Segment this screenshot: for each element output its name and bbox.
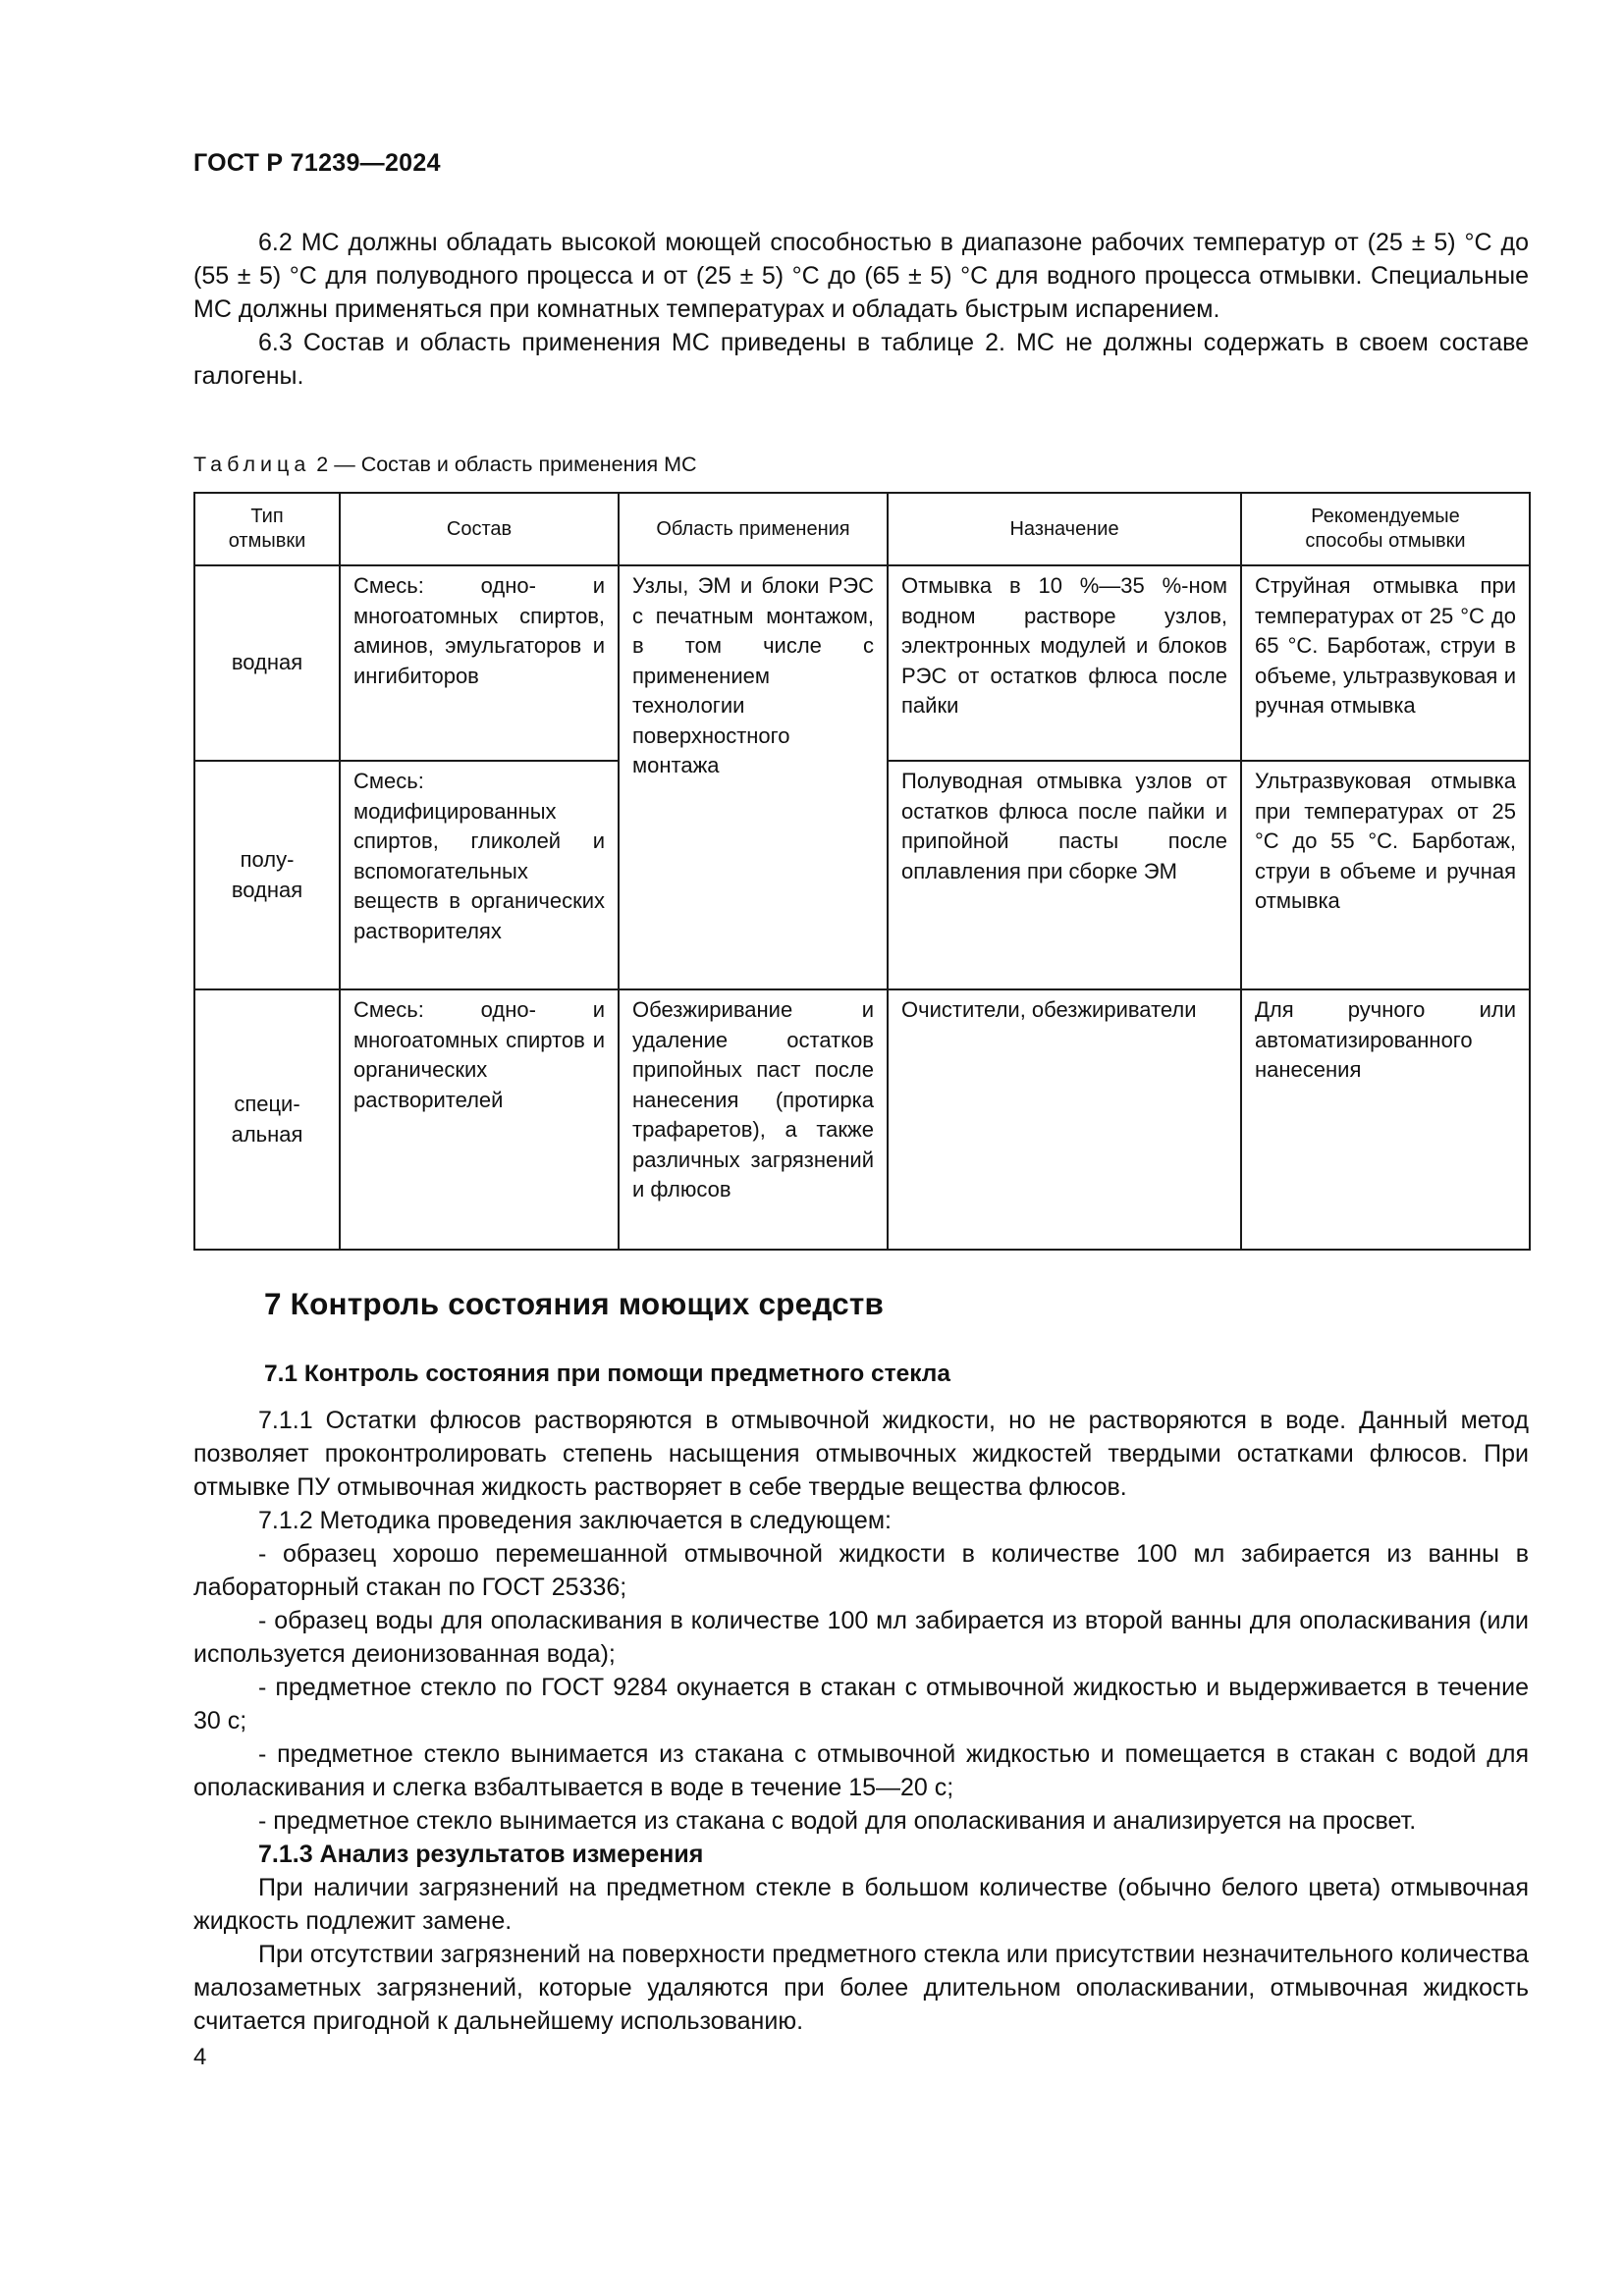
- section-7-1-3-heading: 7.1.3 Анализ результатов измерения: [258, 1841, 704, 1868]
- paragraph-6-3: 6.3 Состав и область применения МС приведены в таблице 2. МС не должны содержать в своем составе галогены.: [193, 329, 1529, 390]
- row-purpose-cell: Полуводная отмывка узлов от остатков флюса после пайки и припойной пасты после оплавления при сборке ЭМ: [888, 761, 1241, 989]
- row-type-cell: [194, 761, 340, 989]
- header-composition: Состав: [340, 493, 619, 565]
- intro-block: [193, 226, 1529, 393]
- page-number: 4: [193, 2044, 207, 2070]
- header-type-line2: отмывки: [228, 530, 306, 552]
- list-item: - предметное стекло по ГОСТ 9284 окунается в стакан с отмывочной жидкостью и выдерживается в течение 30 с;: [193, 1674, 1529, 1735]
- row-methods-cell: Ультразвуковая отмывка при температурах от 25 °С до 55 °С. Барботаж, струи в объеме и ручная отмывка: [1241, 761, 1530, 989]
- paragraph-7-1-2: 7.1.2 Методика проведения заключается в следующем:: [258, 1507, 892, 1534]
- table-caption-title: 2 — Состав и область применения МС: [316, 453, 697, 476]
- table-header-row: [194, 493, 1530, 565]
- list-item: - предметное стекло вынимается из стакана с водой для ополаскивания и анализируется на просвет.: [258, 1807, 1417, 1835]
- document-page: [193, 0, 1529, 2296]
- list-item: - предметное стекло вынимается из стакана с отмывочной жидкостью и помещается в стакан с водой для ополаскивания и слегка взбалтывается в воде в течение 15—20 с;: [193, 1740, 1529, 1801]
- row-scope-cell: Узлы, ЭМ и блоки РЭС с печатным монтажом, в том числе с применением технологии поверхностного монтажа: [619, 565, 888, 989]
- row-type-cell: водная: [194, 565, 340, 761]
- row-composition-cell: Смесь: одно- и многоатомных спиртов и органических растворителей: [340, 989, 619, 1250]
- row-composition-cell: Смесь: модифицированных спиртов, гликолей и вспомогательных веществ в органических растворителях: [340, 761, 619, 989]
- row-composition-cell: Смесь: одно- и многоатомных спиртов, аминов, эмульгаторов и ингибиторов: [340, 565, 619, 761]
- header-methods: [1241, 493, 1530, 565]
- list-item: - образец хорошо перемешанной отмывочной жидкости в количестве 100 мл забирается из ванны в лабораторный стакан по ГОСТ 25336;: [193, 1540, 1529, 1601]
- paragraph-6-2: 6.2 МС должны обладать высокой моющей способностью в диапазоне рабочих температур от (25 ± 5) °С до (55 ± 5) °С для полуводного процесса и от (25 ± 5) °С до (65 ± 5) °С для водного процесса отмывки. Специальные МС должны применяться при комнатных температурах и обладать быстрым испарением.: [193, 229, 1529, 323]
- row-type-line2: альная: [231, 1121, 303, 1147]
- row-methods-cell: Для ручного или автоматизированного нанесения: [1241, 989, 1530, 1250]
- header-methods-line1: Рекомендуемые: [1311, 506, 1460, 527]
- section-7-1-heading: 7.1 Контроль состояния при помощи предметного стекла: [264, 1361, 950, 1387]
- row-purpose-cell: Отмывка в 10 %—35 %-ном водном растворе узлов, электронных модулей и блоков РЭС от остатков флюса после пайки: [888, 565, 1241, 761]
- section-7-body: [193, 1404, 1529, 2038]
- row-type-cell: [194, 989, 340, 1250]
- header-type: [194, 493, 340, 565]
- composition-table: [193, 492, 1531, 1251]
- paragraph-result-2: При отсутствии загрязнений на поверхности предметного стекла или присутствии незначительного количества малозаметных загрязнений, которые удаляются при более длительном ополаскивании, отмывочная жидкость считается пригодной к дальнейшему использованию.: [193, 1941, 1529, 2035]
- header-methods-line2: способы отмывки: [1305, 530, 1466, 552]
- paragraph-result-1: При наличии загрязнений на предметном стекле в большом количестве (обычно белого цвета) отмывочная жидкость подлежит замене.: [193, 1874, 1529, 1935]
- section-7-heading: 7 Контроль состояния моющих средств: [264, 1286, 885, 1321]
- table-caption-word: Таблица: [193, 453, 311, 476]
- list-item: - образец воды для ополаскивания в количестве 100 мл забирается из второй ванны для ополаскивания (или используется деионизованная вода);: [193, 1607, 1529, 1668]
- table-caption: [193, 451, 697, 478]
- paragraph-7-1-1: 7.1.1 Остатки флюсов растворяются в отмывочной жидкости, но не растворяются в воде. Данный метод позволяет проконтролировать степень насыщения отмывочных жидкостей твердыми остатками флюсов. При отмывке ПУ отмывочная жидкость растворяет в себе твердые вещества флюсов.: [193, 1407, 1529, 1501]
- document-id: ГОСТ Р 71239—2024: [193, 149, 441, 177]
- table-row: [194, 989, 1530, 1250]
- row-scope-cell: Обезжиривание и удаление остатков припойных паст после нанесения (протирка трафаретов), а также различных загрязнений и флюсов: [619, 989, 888, 1250]
- header-scope: Область применения: [619, 493, 888, 565]
- header-purpose: Назначение: [888, 493, 1241, 565]
- row-purpose-cell: Очистители, обезжириватели: [888, 989, 1241, 1250]
- table-row: [194, 565, 1530, 761]
- row-methods-cell: Струйная отмывка при температурах от 25 °С до 65 °С. Барботаж, струи в объеме, ультразвуковая и ручная отмывка: [1241, 565, 1530, 761]
- row-type-line1: специ-: [234, 1092, 300, 1116]
- row-type-line2: водная: [231, 877, 303, 902]
- header-type-line1: Тип: [250, 506, 284, 527]
- row-type-line1: полу-: [240, 847, 295, 872]
